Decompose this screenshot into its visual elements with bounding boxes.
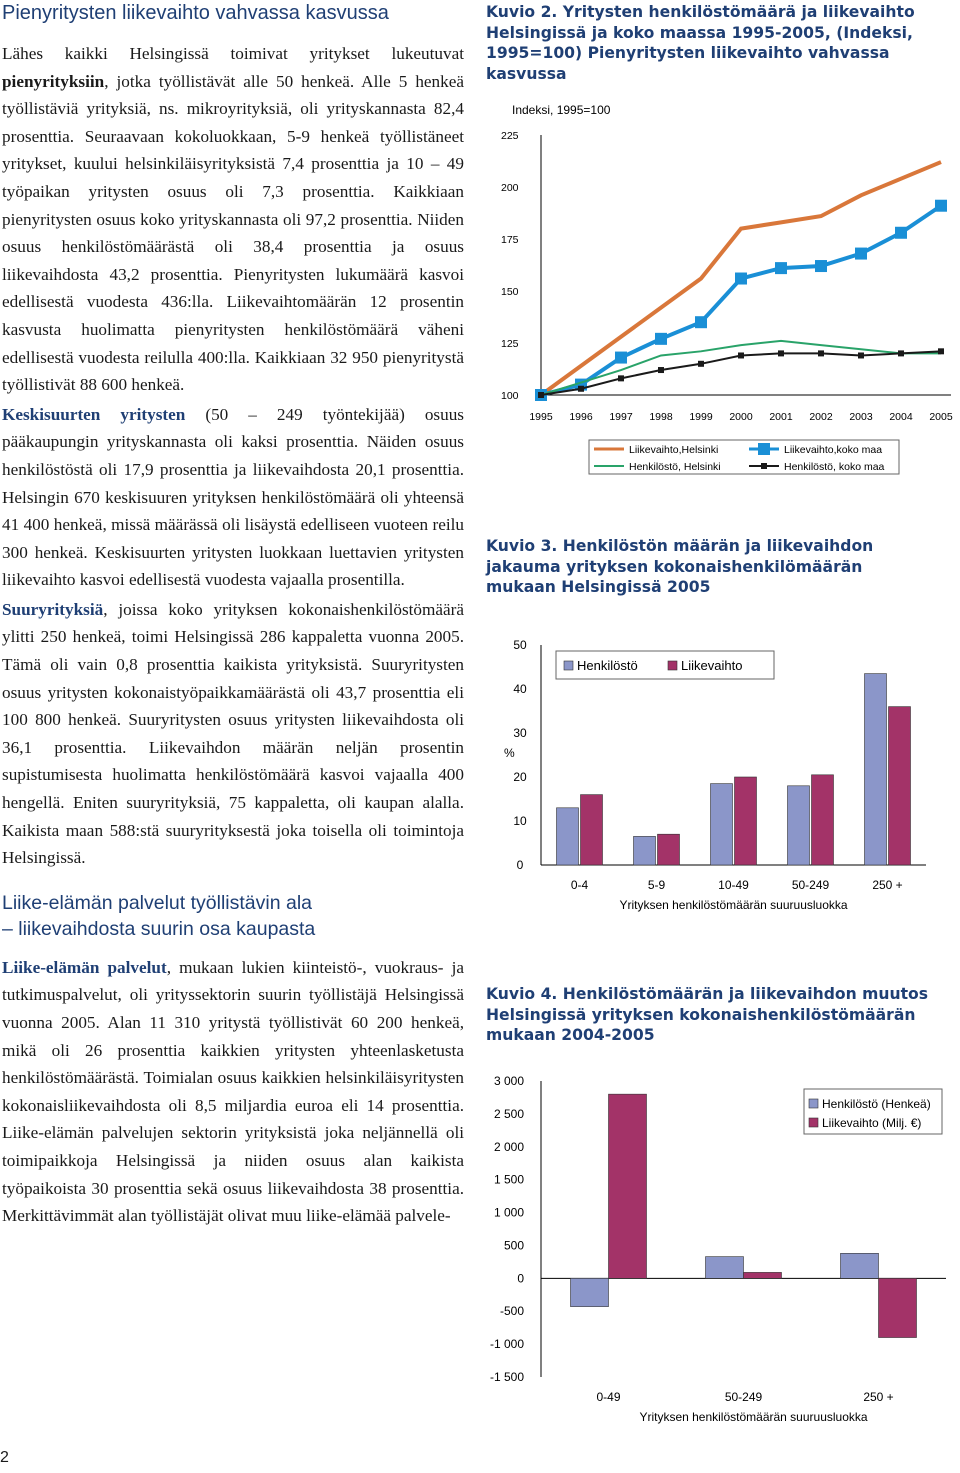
page-number: 2 (0, 1449, 9, 1466)
lead-term: Liike-elämän palvelut (2, 957, 167, 977)
data-point-marker (775, 262, 787, 274)
paragraph-text: , joissa koko yrityksen kokonaishenkilöstömäärä ylitti 250 henkeä, toimi Helsingissä 286 kappaletta vuonna 2005. Tämä oli vain 0,8 prosenttia kaikista yrityksistä. Suuryritysten osuus yritysten kokonaistyöpaikkamäärästä oli 43,7 prosenttia eli 100 800 henkeä. Suuryritysten osuus yritysten liikevaihdosta oli 36,1 prosenttia. Liikevaihdon määrän neljän prosentin supistumisesta huolimatta henkilöstömäärä kasvoi vajaalla 400 hengellä. Eniten suuryrityksiä, 75 kappaletta, oli kaupan alalla. Kaikista maan 588:stä suuryrityksestä joka toisella oli toimintoja Helsingissä. (2, 599, 464, 868)
legend-swatch (668, 661, 677, 670)
section-heading-small-business: Pienyritysten liikevaihto vahvassa kasvussa (2, 2, 389, 24)
data-point-marker (738, 352, 744, 358)
figure-4-caption: Kuvio 4. Henkilöstömäärän ja liikevaihdon muutos Helsingissä yrityksen kokonaishenkilöstömäärän mukaan 2004-2005 (486, 985, 929, 1044)
data-point-marker (938, 348, 944, 354)
data-point-marker (578, 386, 584, 392)
bar-1 (735, 777, 757, 865)
x-tick-label: 0-4 (570, 878, 589, 892)
x-tick-label: 1995 (529, 411, 553, 423)
y-tick-label: 1 500 (493, 1172, 524, 1187)
bar-0 (706, 1257, 744, 1279)
y-tick-label: 3 000 (493, 1074, 524, 1088)
y-tick-label: 2 000 (493, 1139, 524, 1154)
x-tick-label: 1999 (689, 411, 713, 423)
data-point-marker (935, 200, 947, 212)
legend-swatch (809, 1099, 818, 1108)
data-point-marker (618, 375, 624, 381)
bar-1 (581, 795, 603, 865)
legend-swatch (564, 661, 573, 670)
paragraph-large-business (2, 596, 464, 872)
y-tick-label: -500 (499, 1304, 524, 1319)
bar-0 (571, 1278, 609, 1306)
paragraph-business-services (2, 954, 464, 1230)
data-point-marker (815, 260, 827, 272)
legend-label: Liikevaihto,Helsinki (629, 444, 719, 456)
bar-1 (744, 1272, 782, 1278)
y-tick-label: 125 (501, 338, 519, 350)
bar-chart-distribution (486, 625, 956, 925)
data-point-marker (778, 350, 784, 356)
y-tick-label: 50 (513, 638, 527, 652)
x-tick-label: 1996 (569, 411, 593, 423)
x-tick-label: 250 + (863, 1390, 894, 1404)
lead-term: Keskisuurten yritysten (2, 404, 186, 424)
x-tick-label: 250 + (872, 878, 903, 892)
data-point-marker (538, 392, 544, 398)
y-axis-title: % (504, 746, 515, 760)
x-tick-label: 2004 (889, 411, 913, 423)
x-tick-label: 50-249 (791, 878, 830, 892)
bar-1 (812, 775, 834, 865)
data-point-marker (895, 227, 907, 239)
legend-label: Liikevaihto (681, 658, 743, 673)
bar-1 (889, 707, 911, 865)
data-point-marker (658, 367, 664, 373)
y-tick-label: 20 (513, 770, 527, 784)
bar-0 (711, 784, 733, 865)
y-tick-label: -1 500 (489, 1370, 524, 1384)
data-point-marker (615, 352, 627, 364)
legend-swatch (809, 1118, 818, 1127)
data-point-marker (695, 316, 707, 328)
y-tick-label: 10 (513, 814, 527, 828)
data-point-marker (898, 350, 904, 356)
y-tick-label: 2 500 (493, 1106, 524, 1121)
legend-label: Liikevaihto,koko maa (784, 444, 883, 456)
legend-label: Liikevaihto (Milj. €) (822, 1116, 922, 1130)
text-column (2, 0, 464, 1232)
y-tick-label: 200 (501, 182, 519, 194)
x-tick-label: 2003 (849, 411, 873, 423)
x-tick-label: 50-249 (724, 1390, 763, 1404)
legend-label: Henkilöstö (Henkeä) (822, 1097, 931, 1111)
y-tick-label: 500 (503, 1238, 524, 1253)
paragraph-small-business (2, 40, 464, 399)
bar-1 (658, 834, 680, 865)
x-tick-label: 2000 (729, 411, 753, 423)
legend-label: Henkilöstö (577, 658, 638, 673)
paragraph-text: (50 – 249 työntekijää) osuus pääkaupungin yrityskannasta oli kaksi prosenttia. Näiden osuus henkilöstöstä oli 17,9 prosenttia ja liikevaihdosta 20,1 prosenttia. Helsingin 670 keskisuuren yrityksen henkilöstömäärä oli yhteensä 41 400 henkeä, missä määrässä oli lisäystä edelliseen vuoteen reilu 300 henkeä. Keskisuurten yritysten luokkaan luettavien yritysten liikevaihto kasvoi edellisestä vuodesta vajaalla prosentilla. (2, 404, 464, 590)
x-tick-label: 0-49 (596, 1390, 621, 1404)
y-tick-label: 175 (501, 234, 519, 246)
x-axis-title: Yrityksen henkilöstömäärän suuruusluokka (639, 1410, 868, 1424)
x-tick-label: 1997 (609, 411, 633, 423)
y-tick-label: 0 (517, 1271, 524, 1286)
legend-marker (761, 463, 767, 469)
x-tick-label: 1998 (649, 411, 673, 423)
paragraph-medium-business (2, 401, 464, 594)
bar-1 (609, 1094, 647, 1278)
paragraph-text: Lähes kaikki Helsingissä toimivat yritykset lukeutuvat (2, 44, 464, 63)
bar-0 (557, 808, 579, 865)
y-tick-label: 40 (513, 682, 527, 696)
x-tick-label: 2005 (929, 411, 953, 423)
section-heading-business-services (2, 890, 464, 942)
data-point-marker (818, 350, 824, 356)
x-tick-label: 2002 (809, 411, 833, 423)
data-point-marker (735, 273, 747, 285)
y-axis-title: Indeksi, 1995=100 (512, 103, 611, 117)
heading-line: – liikevaihdosta suurin osa kaupasta (2, 917, 316, 940)
bar-0 (841, 1253, 879, 1278)
bar-1 (879, 1278, 917, 1337)
data-point-marker (698, 361, 704, 367)
y-tick-label: 150 (501, 286, 519, 298)
data-point-marker (655, 333, 667, 345)
bar-0 (788, 786, 810, 865)
y-tick-label: 0 (516, 858, 524, 872)
line-chart-index (486, 95, 956, 485)
figure-2-caption: Kuvio 2. Yritysten henkilöstömäärä ja liikevaihto Helsingissä ja koko maassa 1995-2005, (Indeksi, 1995=100) Pienyritysten liikevaihto vahvassa kasvussa (486, 3, 915, 83)
y-tick-label: -1 000 (489, 1337, 524, 1352)
lead-term: Suuryrityksiä (2, 599, 104, 619)
y-tick-label: 225 (501, 130, 519, 142)
data-point-marker (858, 352, 864, 358)
data-point-marker (855, 248, 867, 260)
y-tick-label: 1 000 (493, 1205, 524, 1220)
x-tick-label: 10-49 (718, 878, 749, 892)
series-line-1 (541, 206, 941, 395)
bold-term: pienyrityksiin (2, 71, 105, 91)
paragraph-text: , jotka työllistävät alle 50 henkeä. Alle 5 henkeä työllistäviä yrityksiä, ns. mikroyrityksiä, oli yrityskannasta 82,4 prosenttia. Seuraavaan kokoluokkaan, 5-9 henkeä työllistäneet yritykset, kuului helsinkiläisyrityksistä 7,4 prosenttia ja 10 – 49 työpaikan yritysten osuus oli 7,3 prosenttia. Kaikkiaan pienyritysten osuus koko yrityskannasta oli 97,2 prosenttia. Niiden osuus henkilöstömäärästä oli 38,4 prosenttia ja osuus liikevaihdosta 43,2 prosenttia. Pienyritysten lukumäärä kasvoi edellisestä vuodesta 436:lla. Liikevaihtomäärän 12 prosentin kasvusta huolimatta pienyritysten henkilöstömäärä väheni edellisestä vuodesta reilulla 400:lla. Kaikkiaan 32 950 pienyritystä työllistivät 88 600 henkeä. (2, 71, 464, 395)
heading-line: Liike-elämän palvelut työllistävin ala (2, 891, 312, 914)
bar-0 (634, 836, 656, 865)
figure-3-caption: Kuvio 3. Henkilöstön määrän ja liikevaihdon jakauma yrityksen kokonaishenkilömäärän mukaan Helsingissä 2005 (486, 537, 874, 596)
bar-0 (865, 674, 887, 865)
bar-chart-change (486, 1065, 956, 1435)
legend-label: Henkilöstö, koko maa (784, 461, 885, 473)
legend-marker (758, 443, 770, 455)
y-tick-label: 30 (513, 726, 527, 740)
y-tick-label: 100 (501, 390, 519, 402)
x-tick-label: 5-9 (647, 878, 666, 892)
x-tick-label: 2001 (769, 411, 793, 423)
x-axis-title: Yrityksen henkilöstömäärän suuruusluokka (619, 898, 848, 912)
paragraph-text: , mukaan lukien kiinteistö-, vuokraus- ja tutkimuspalvelut, oli yrityssektorin suurin työllistäjä Helsingissä vuonna 2005. Alan 11 310 yritystä työllistivät 60 200 henkeä, mikä oli 26 prosenttia kaikkien yritysten yhteenlasketusta henkilöstömäärästä. Toimialan osuus kaikkien helsinkiläisyritysten kokonaisliikevaihdosta oli 8,5 miljardia euroa eli 14 prosenttia. Liike-elämän palvelujen sektorin yrityksistä joka neljännellä oli toimipaikkoja Helsingissä ja niiden osuus alan kaikista työpaikoista 30 prosenttia sekä osuus liikevaihdosta 38 prosenttia. Merkittävimmät alan työllistäjät olivat muu liike-elämää palvele- (2, 957, 464, 1226)
legend-label: Henkilöstö, Helsinki (629, 461, 721, 473)
